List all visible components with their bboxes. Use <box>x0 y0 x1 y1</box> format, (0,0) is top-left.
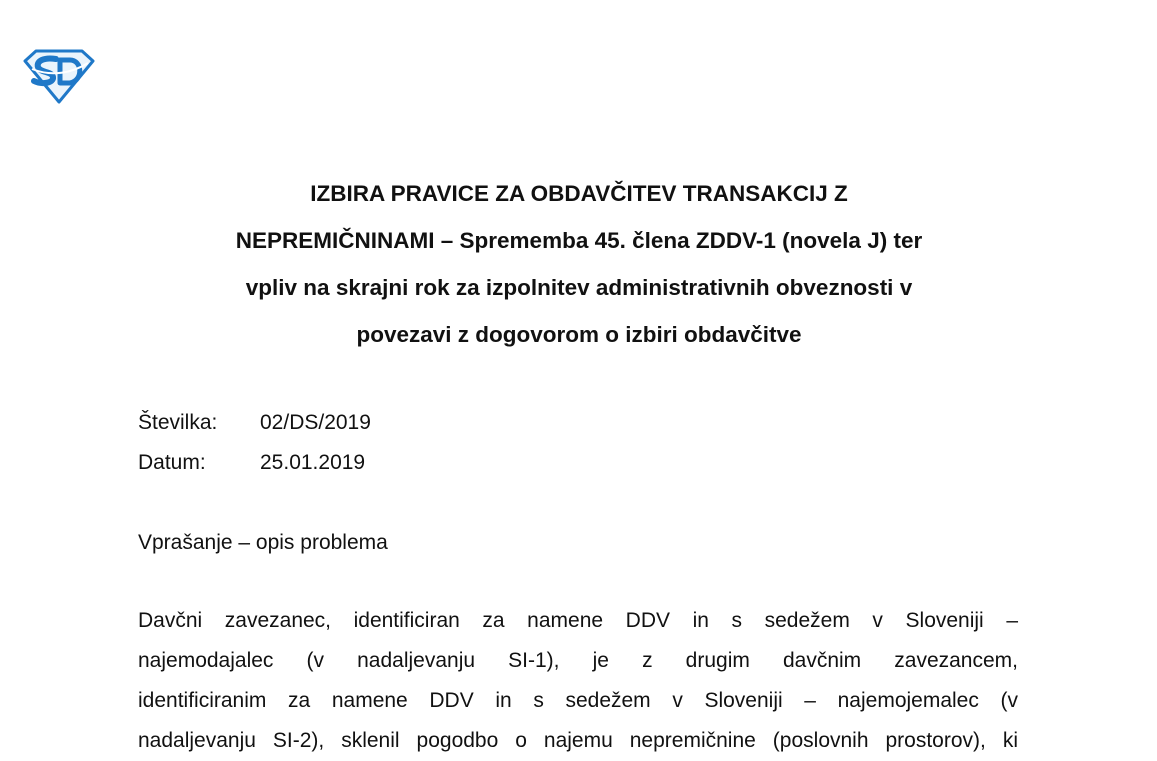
paragraph-line: identificiranim za namene DDV in s sedežem v Sloveniji – najemojemalec (v <box>138 689 1018 712</box>
title-line: vpliv na skrajni rok za izpolnitev administrativnih obveznosti v <box>245 275 913 300</box>
date-value: 25.01.2019 <box>260 451 366 474</box>
document-title <box>140 170 1018 358</box>
number-row <box>138 403 371 443</box>
number-value: 02/DS/2019 <box>260 411 371 434</box>
title-line: NEPREMIČNINAMI – Sprememba 45. člena ZDDV-1 (novela J) ter <box>235 228 923 253</box>
paragraph-line: najemodajalec (v nadaljevanju SI-1), je z drugim davčnim zavezancem, <box>138 649 1018 672</box>
company-logo <box>22 47 95 104</box>
title-line: povezavi z dogovorom o izbiri obdavčitve <box>356 322 802 347</box>
date-label: Datum: <box>138 451 206 474</box>
number-label: Številka: <box>138 411 218 434</box>
section-heading: Vprašanje – opis problema <box>138 531 388 554</box>
date-row <box>138 443 371 483</box>
body-paragraph <box>138 601 1018 761</box>
paragraph-line: Davčni zavezanec, identificiran za namene DDV in s sedežem v Sloveniji – <box>138 609 1018 632</box>
paragraph-line: nadaljevanju SI-2), sklenil pogodbo o najemu nepremičnine (poslovnih prostorov), ki <box>138 729 1018 752</box>
title-line: IZBIRA PRAVICE ZA OBDAVČITEV TRANSAKCIJ Z <box>310 181 848 206</box>
document-meta <box>138 403 371 483</box>
